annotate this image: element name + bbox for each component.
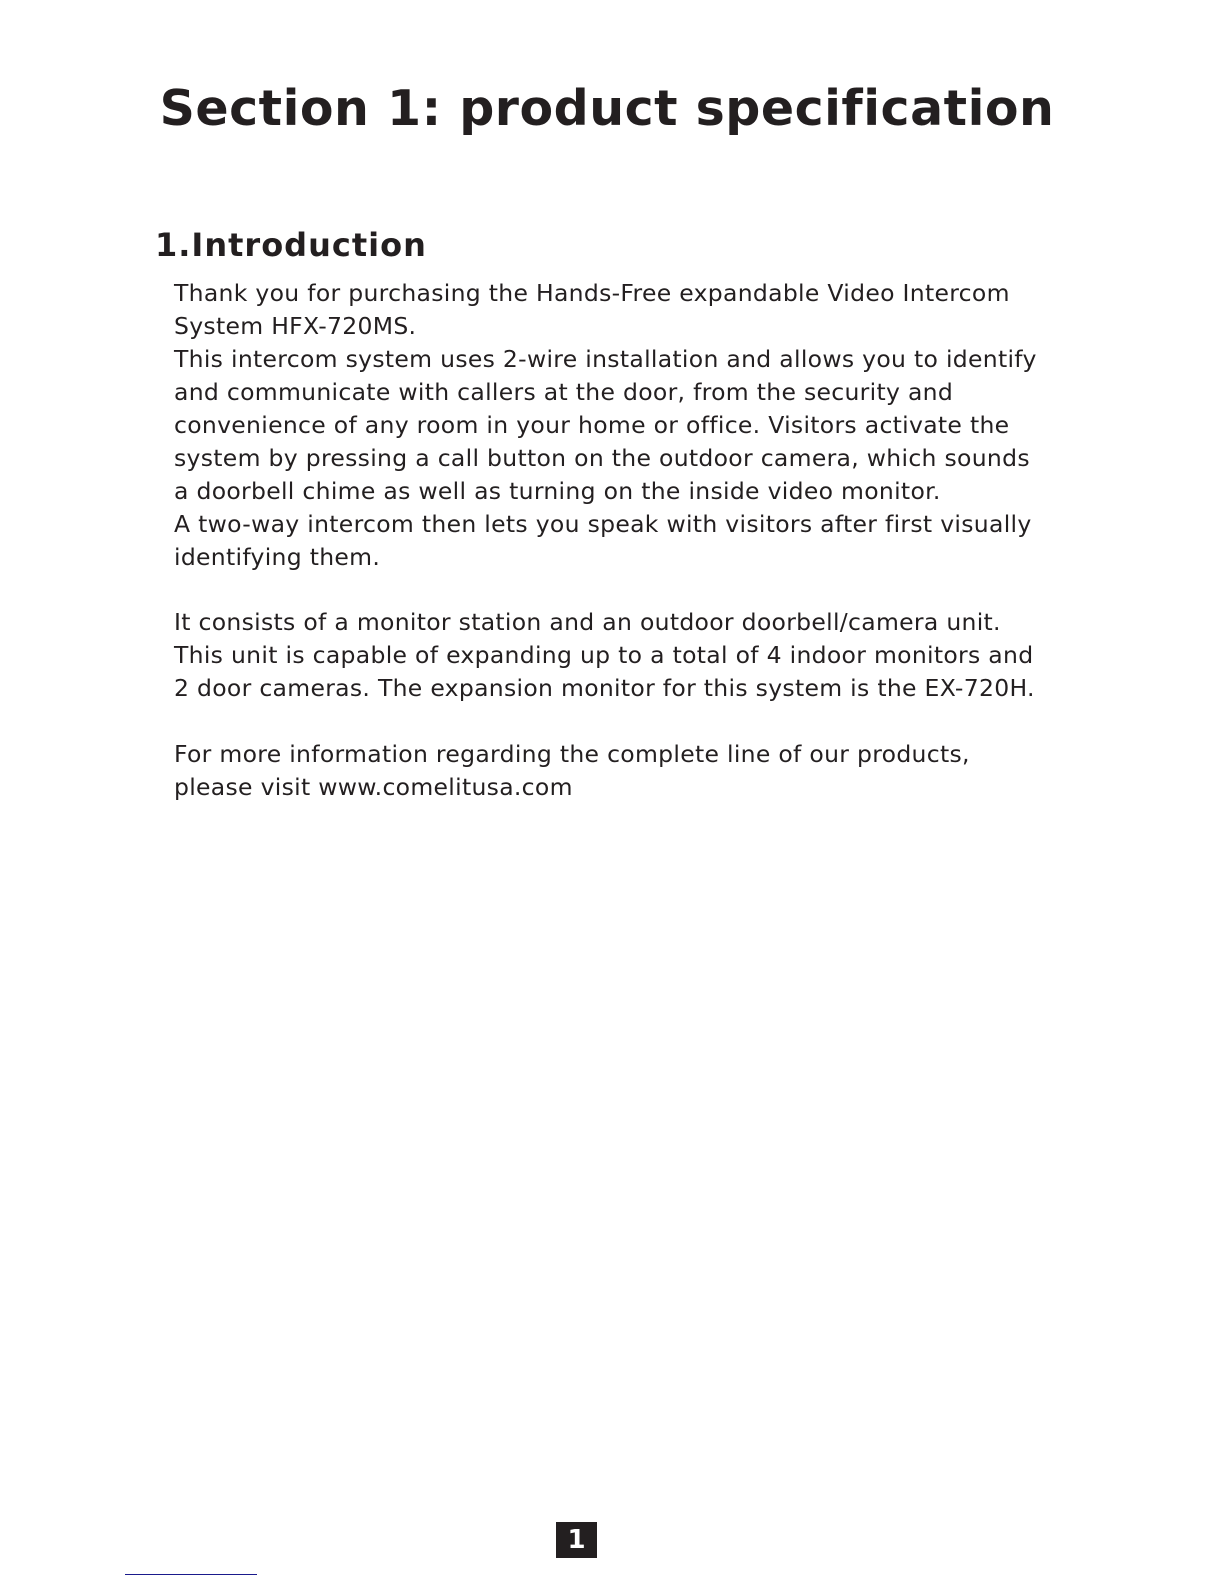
system-paragraph [174,606,1035,705]
intro-paragraph [174,277,1037,574]
text-line: System HFX-720MS. [174,312,417,340]
text-line: A two-way intercom then lets you speak with visitors after first visually [174,510,1032,538]
text-line: and communicate with callers at the door, from the security and [174,378,954,406]
text-line: a doorbell chime as well as turning on the inside video monitor. [174,477,941,505]
text-line: Thank you for purchasing the Hands-Free expandable Video Intercom [174,279,1010,307]
text-line: It consists of a monitor station and an outdoor doorbell/camera unit. [174,608,1001,636]
text-line: 2 door cameras. The expansion monitor for this system is the EX-720H. [174,674,1035,702]
text-line: system by pressing a call button on the outdoor camera, which sounds [174,444,1030,472]
page-number: 1 [556,1522,597,1558]
text-line: For more information regarding the complete line of our products, [174,740,970,768]
text-line: identifying them. [174,543,381,571]
section-title: Section 1: product specification [159,80,1055,137]
text-line: This intercom system uses 2-wire installation and allows you to identify [174,345,1037,373]
footer-rule [125,1574,257,1575]
introduction-heading: 1.Introduction [155,226,427,264]
text-line: This unit is capable of expanding up to a total of 4 indoor monitors and [174,641,1034,669]
info-paragraph [174,738,970,804]
text-line: convenience of any room in your home or office. Visitors activate the [174,411,1010,439]
text-line: please visit www.comelitusa.com [174,773,573,801]
